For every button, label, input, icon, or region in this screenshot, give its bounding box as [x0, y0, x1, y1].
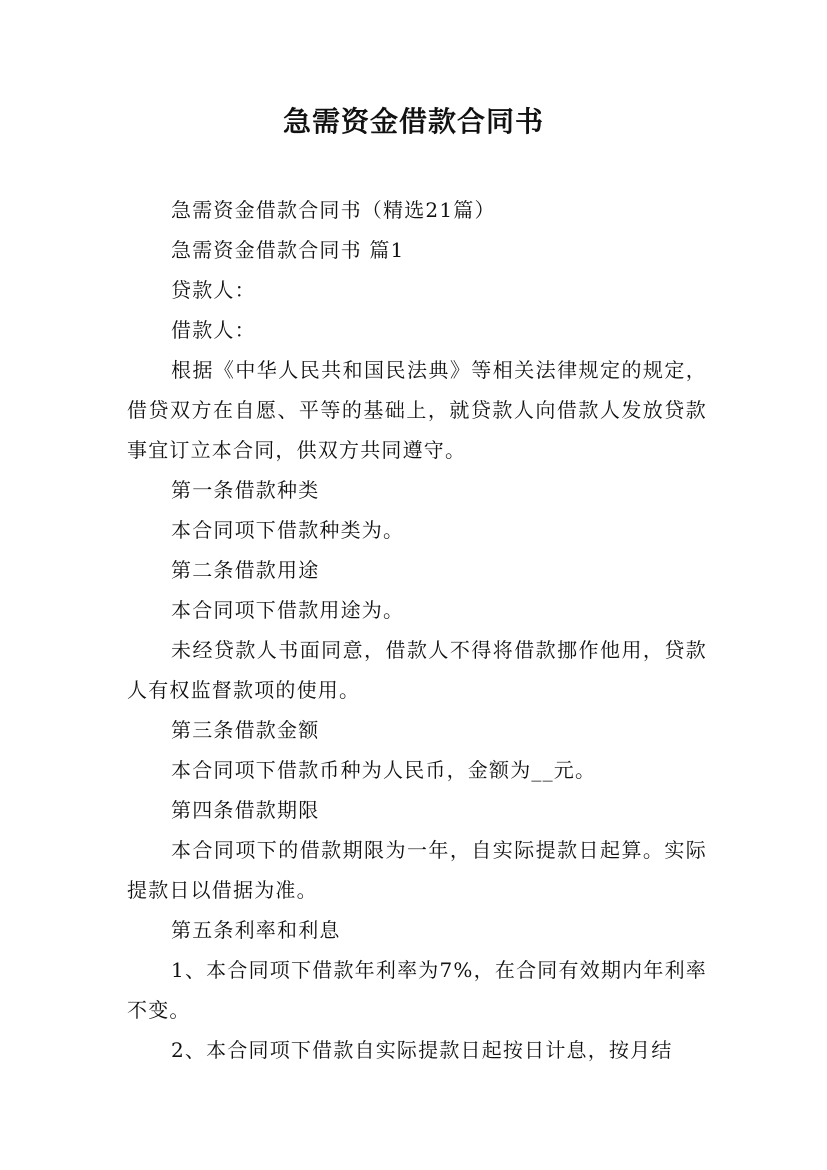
article-1-heading: 第一条借款种类 [171, 478, 320, 502]
article-2-text: 本合同项下借款用途为。 [171, 598, 405, 622]
paragraph-preamble: 根据《中华人民共和国民法典》等相关法律规定的规定，借贷双方在自愿、平等的基础上，就贷款人向借款人发放贷款事宜订立本合同，供双方共同遵守。 [127, 358, 707, 462]
article-2-heading: 第二条借款用途 [171, 558, 320, 582]
paragraph-lender: 贷款人： [171, 278, 256, 302]
paragraph-section-heading: 急需资金借款合同书 篇1 [171, 238, 405, 262]
document-body [127, 190, 707, 1070]
article-1-text: 本合同项下借款种类为。 [171, 518, 405, 542]
paragraph-borrower: 借款人： [171, 318, 256, 342]
article-5-heading: 第五条利率和利息 [171, 918, 341, 942]
article-5-item-1: 1、本合同项下借款年利率为7%，在合同有效期内年利率不变。 [127, 958, 707, 1022]
article-5-item-2: 2、本合同项下借款自实际提款日起按日计息，按月结 [171, 1038, 673, 1062]
article-4-text: 本合同项下的借款期限为一年，自实际提款日起算。实际提款日以借据为准。 [127, 838, 707, 902]
document-title: 急需资金借款合同书 [282, 105, 544, 138]
article-3-heading: 第三条借款金额 [171, 718, 320, 742]
paragraph-subtitle: 急需资金借款合同书（精选21篇） [171, 198, 496, 222]
article-2-text-2: 未经贷款人书面同意，借款人不得将借款挪作他用，贷款人有权监督款项的使用。 [127, 638, 707, 702]
article-4-heading: 第四条借款期限 [171, 798, 320, 822]
article-3-text: 本合同项下借款币种为人民币，金额为__元。 [171, 758, 597, 782]
